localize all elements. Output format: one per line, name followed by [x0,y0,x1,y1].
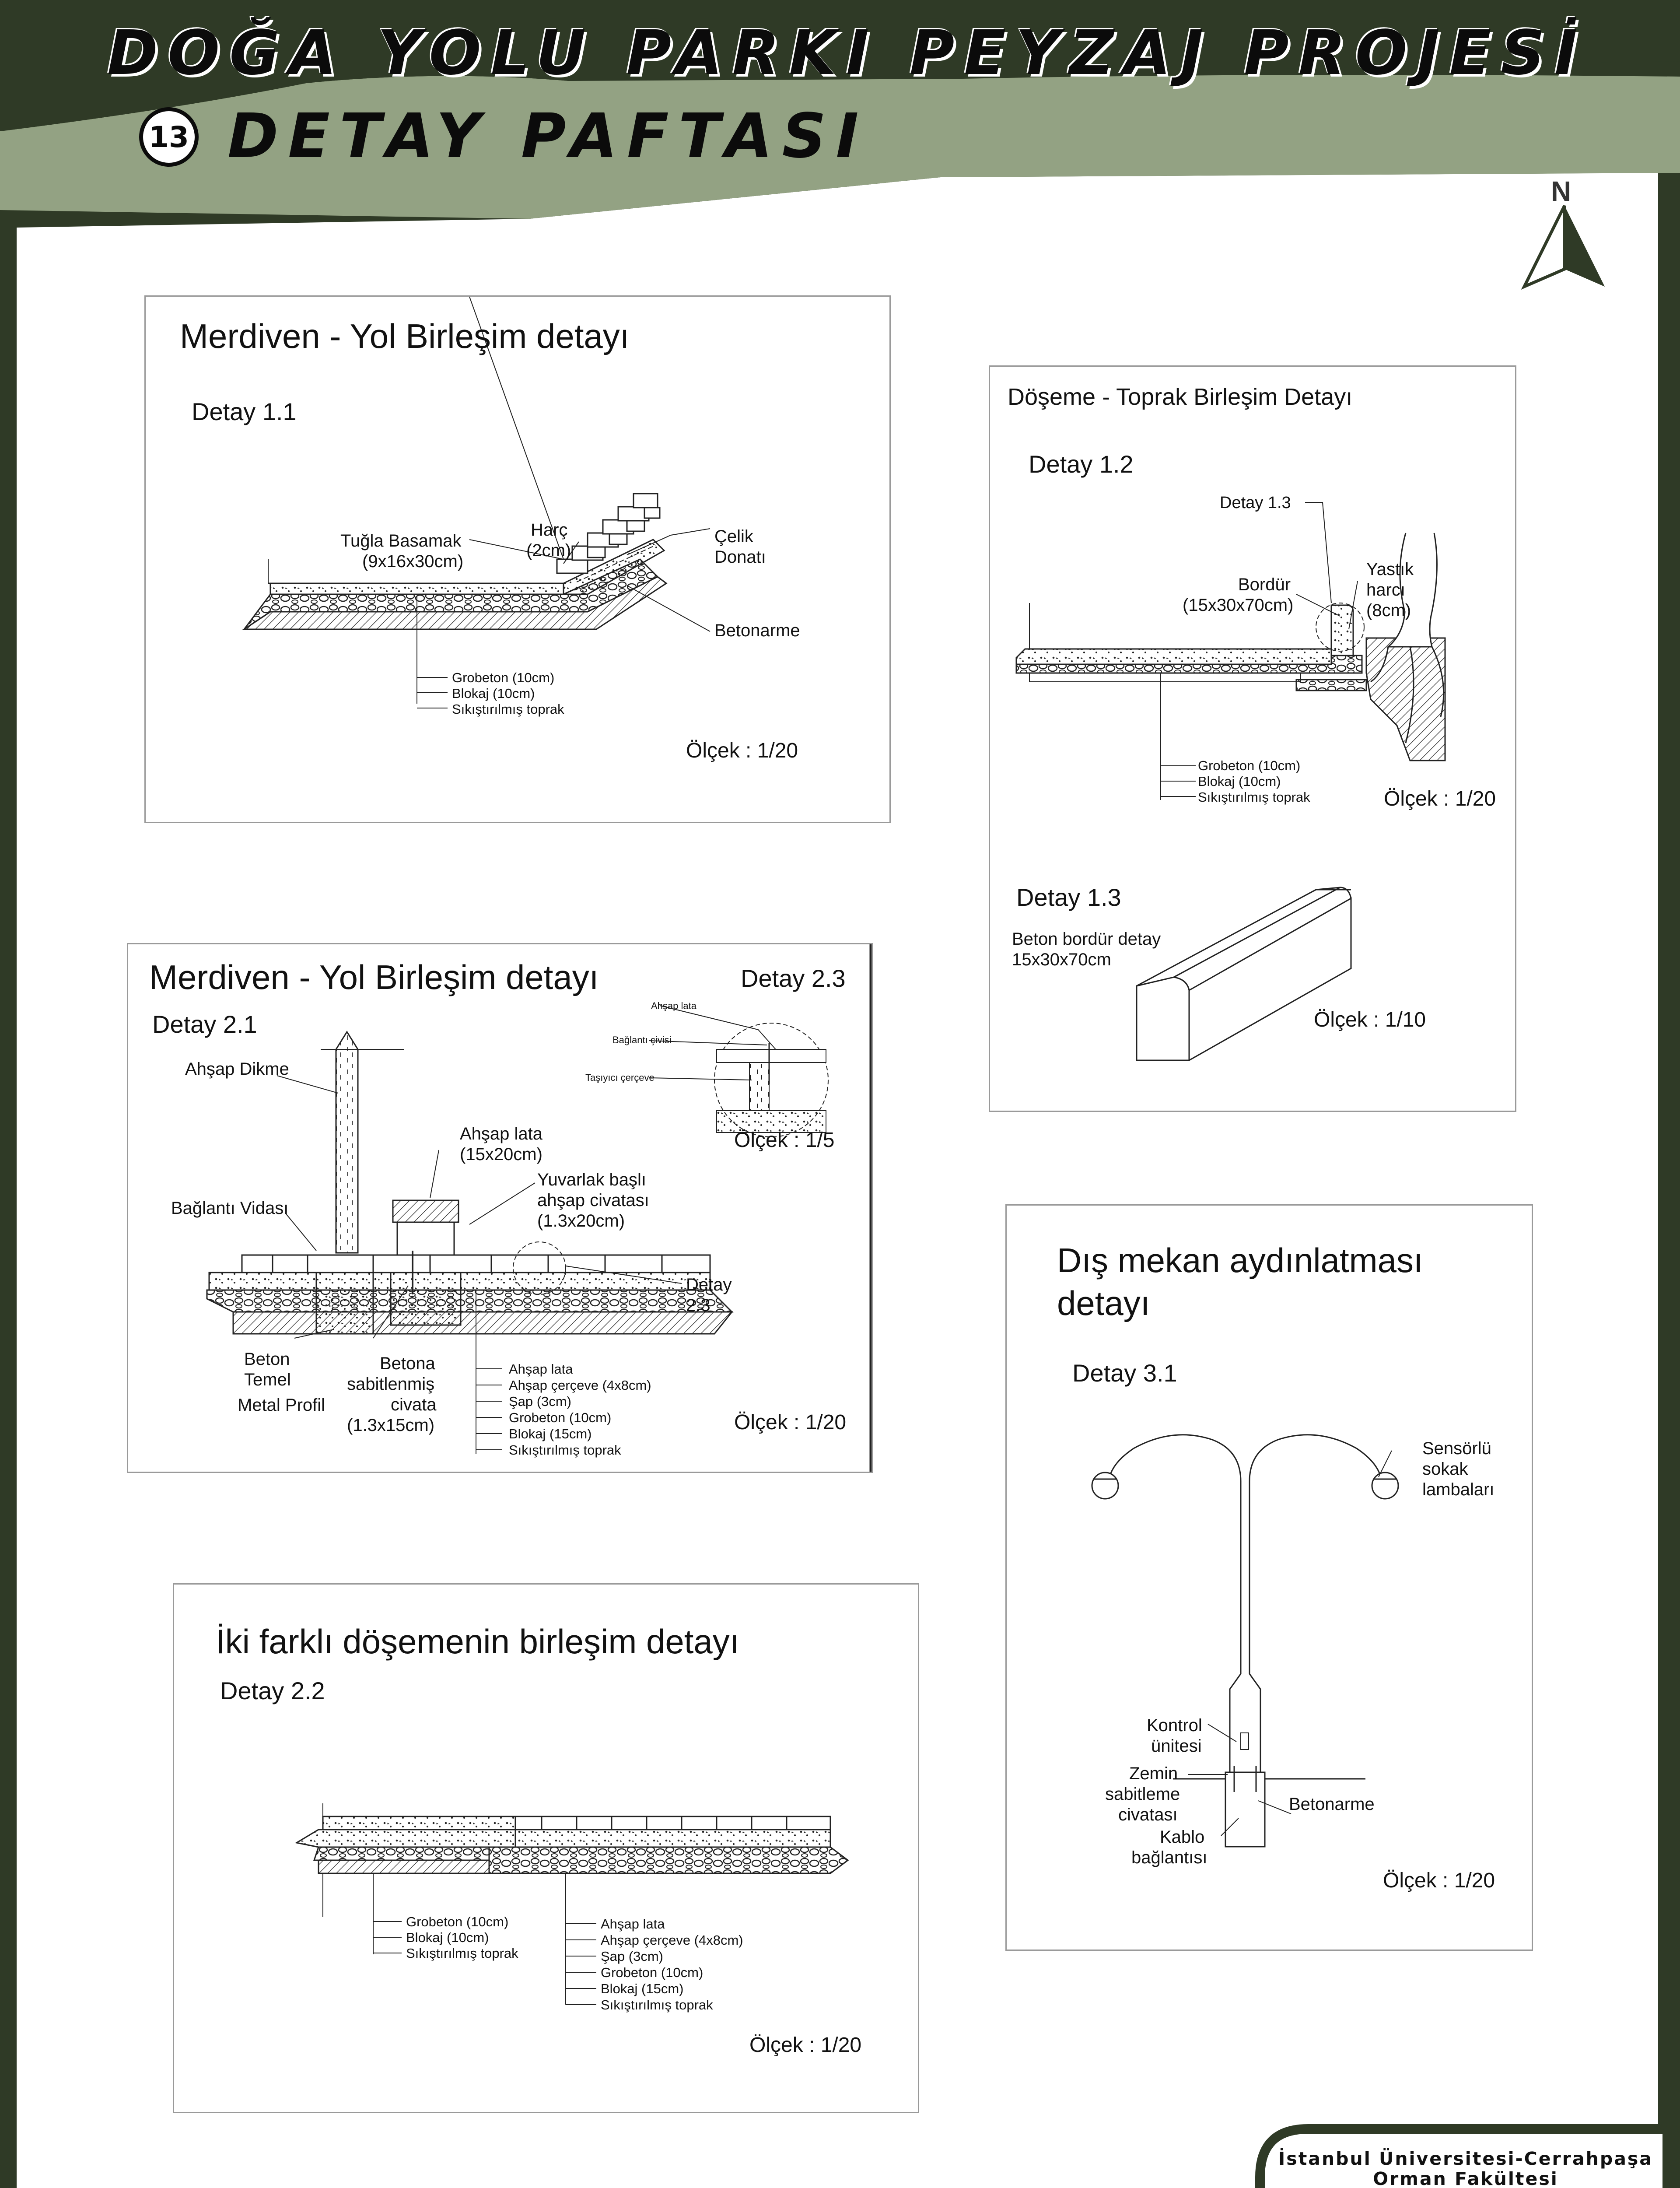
panel-3-detail-label: Detay 2.1 [152,1010,257,1038]
sheet-number-badge: 13 [139,107,199,167]
credits-block [1260,2149,1671,2188]
sheet-subtitle: DETAY PAFTASI [228,101,868,172]
panel-5-title-line-2: detayı [1057,1284,1150,1322]
label-ground-bolt-2: sabitleme [1105,1785,1180,1804]
layer-right-3: Şap (3cm) [601,1949,663,1964]
label-brick-step: Tuğla Basamak [340,531,462,551]
label-foundation: Temel [244,1370,291,1389]
layer-left-1: Grobeton (10cm) [406,1914,509,1929]
credits-faculty: Orman Fakültesi [1373,2168,1558,2188]
panel-detay-2-2 [173,1583,919,2113]
inset-label-frame: Taşıyıcı çerçeve [585,1072,654,1083]
layer-right-2: Ahşap çerçeve (4x8cm) [601,1932,743,1948]
label-fixed-bolt-3: civata [391,1395,437,1414]
layer-1: Grobeton (10cm) [1198,758,1301,773]
panel-detay-3-1 [1005,1204,1533,1951]
panel-4-title: İki farklı döşemenin birleşim detayı [216,1622,739,1661]
label-concrete-curb-dim: 15x30x70cm [1012,950,1111,969]
layer-right-6: Sıkıştırılmış toprak [601,1997,713,2013]
layer-4: Grobeton (10cm) [509,1410,612,1425]
label-fixed-bolt-dim: (1.3x15cm) [347,1416,435,1435]
layer-left-2: Blokaj (10cm) [406,1930,489,1945]
label-mortar: harcı [1366,580,1405,600]
label-fixed-bolt-2: sabitlenmiş [347,1375,435,1394]
panel-3-title: Merdiven - Yol Birleşim detayı [149,958,599,996]
label-roundhead-bolt: Yuvarlak başlı [537,1170,647,1189]
label-mortar-dim: (2cm) [526,541,571,560]
layer-1: Ahşap lata [509,1361,573,1377]
label-metal-profile: Metal Profil [238,1396,326,1415]
panel-2-sub-detail: Detay 1.3 [1016,884,1121,911]
label-roundhead-bolt-2: ahşap civatası [537,1191,649,1210]
panel-4-detail-label: Detay 2.2 [220,1677,325,1704]
label-cable-1: Kablo [1160,1827,1205,1847]
label-reinforced-concrete: Betonarme [1289,1795,1375,1814]
label-reinforced-concrete: Betonarme [714,621,800,640]
panel-3-inset-scale: Ölçek : 1/5 [734,1129,835,1152]
layer-2: Blokaj (10cm) [452,686,535,701]
layer-3: Sıkıştırılmış toprak [1198,789,1310,805]
panel-2-sub-scale: Ölçek : 1/10 [1314,1008,1426,1031]
north-label: N [1551,175,1572,207]
credits-university: İstanbul Üniversitesi-Cerrahpaşa [1278,2148,1653,2169]
label-bedding-dim: (8cm) [1366,601,1411,620]
panel-4-scale: Ölçek : 1/20 [749,2034,862,2057]
label-sensor-1: Sensörlü [1422,1439,1491,1458]
label-control-unit-1: Kontrol [1147,1716,1202,1735]
label-mortar: Harç [531,520,568,540]
label-curb: Bordür [1238,575,1291,594]
label-concrete-curb: Beton bordür detay [1012,929,1161,949]
layer-2: Ahşap çerçeve (4x8cm) [509,1378,651,1393]
label-bedding: Yastık [1366,560,1414,579]
panel-detay-2-1 [127,943,873,1473]
label-sensor-2: sokak [1422,1459,1468,1479]
label-control-unit-2: ünitesi [1151,1736,1202,1756]
label-ground-bolt-3: civatası [1118,1805,1178,1824]
label-ref-detay: Detay [686,1275,732,1294]
panel-3-inset-detail-label: Detay 2.3 [741,964,846,992]
label-roundhead-bolt-dim: (1.3x20cm) [537,1211,625,1231]
panel-detay-1-2 [989,365,1516,1112]
label-fixed-bolt-1: Betona [380,1354,435,1373]
layer-right-5: Blokaj (15cm) [601,1981,684,1996]
layer-3: Sıkıştırılmış toprak [452,701,564,717]
layer-3: Şap (3cm) [509,1394,571,1409]
inset-label-nail: Bağlantı çivisi [612,1034,672,1045]
label-wood-lath: Ahşap lata [460,1124,543,1143]
panel-1-detail-label: Detay 1.1 [192,398,297,425]
label-ground-bolt-1: Zemin [1129,1764,1178,1783]
pavement-soil-section-drawing [990,367,1515,1111]
panel-1-scale: Ölçek : 1/20 [686,739,798,762]
layer-left-3: Sıkıştırılmış toprak [406,1946,518,1961]
panel-2-title: Döşeme - Toprak Birleşim Detayı [1008,384,1353,410]
layer-right-1: Ahşap lata [601,1916,665,1932]
layer-1: Grobeton (10cm) [452,670,555,685]
layer-6: Sıkıştırılmış toprak [509,1442,621,1458]
panel-detay-1-1 [144,295,891,823]
label-steel: Çelik [714,527,753,546]
label-cable-2: bağlantısı [1131,1848,1208,1867]
panel-3-scale: Ölçek : 1/20 [734,1411,847,1434]
layer-2: Blokaj (10cm) [1198,774,1281,789]
label-brick-step-dim: (9x16x30cm) [362,552,464,571]
label-wood-post: Ahşap Dikme [185,1059,289,1079]
panel-2-detail-label: Detay 1.2 [1029,450,1134,478]
layer-5: Blokaj (15cm) [509,1426,592,1441]
label-curb-dim: (15x30x70cm) [1183,596,1294,615]
panel-5-title-line-1: Dış mekan aydınlatması [1057,1241,1423,1280]
label-sensor-3: lambaları [1422,1480,1494,1499]
label-concrete: Beton [244,1350,290,1369]
panel-2-scale: Ölçek : 1/20 [1384,787,1496,810]
label-ref-detay-1-3: Detay 1.3 [1220,494,1291,512]
layer-right-4: Grobeton (10cm) [601,1965,704,1980]
panel-5-detail-label: Detay 3.1 [1072,1359,1177,1387]
panel-5-scale: Ölçek : 1/20 [1383,1869,1495,1892]
label-rebar: Donatı [714,547,766,567]
label-wood-lath-dim: (15x20cm) [460,1145,542,1164]
sheet-title: DOĞA YOLU PARKI PEYZAJ PROJESİ [107,18,1587,89]
panel-1-title: Merdiven - Yol Birleşim detayı [180,317,630,355]
label-connection-screw: Bağlantı Vidası [171,1199,289,1218]
label-ref-detay-no: 2.3 [686,1296,710,1315]
inset-label-lath: Ahşap lata [651,1000,696,1011]
